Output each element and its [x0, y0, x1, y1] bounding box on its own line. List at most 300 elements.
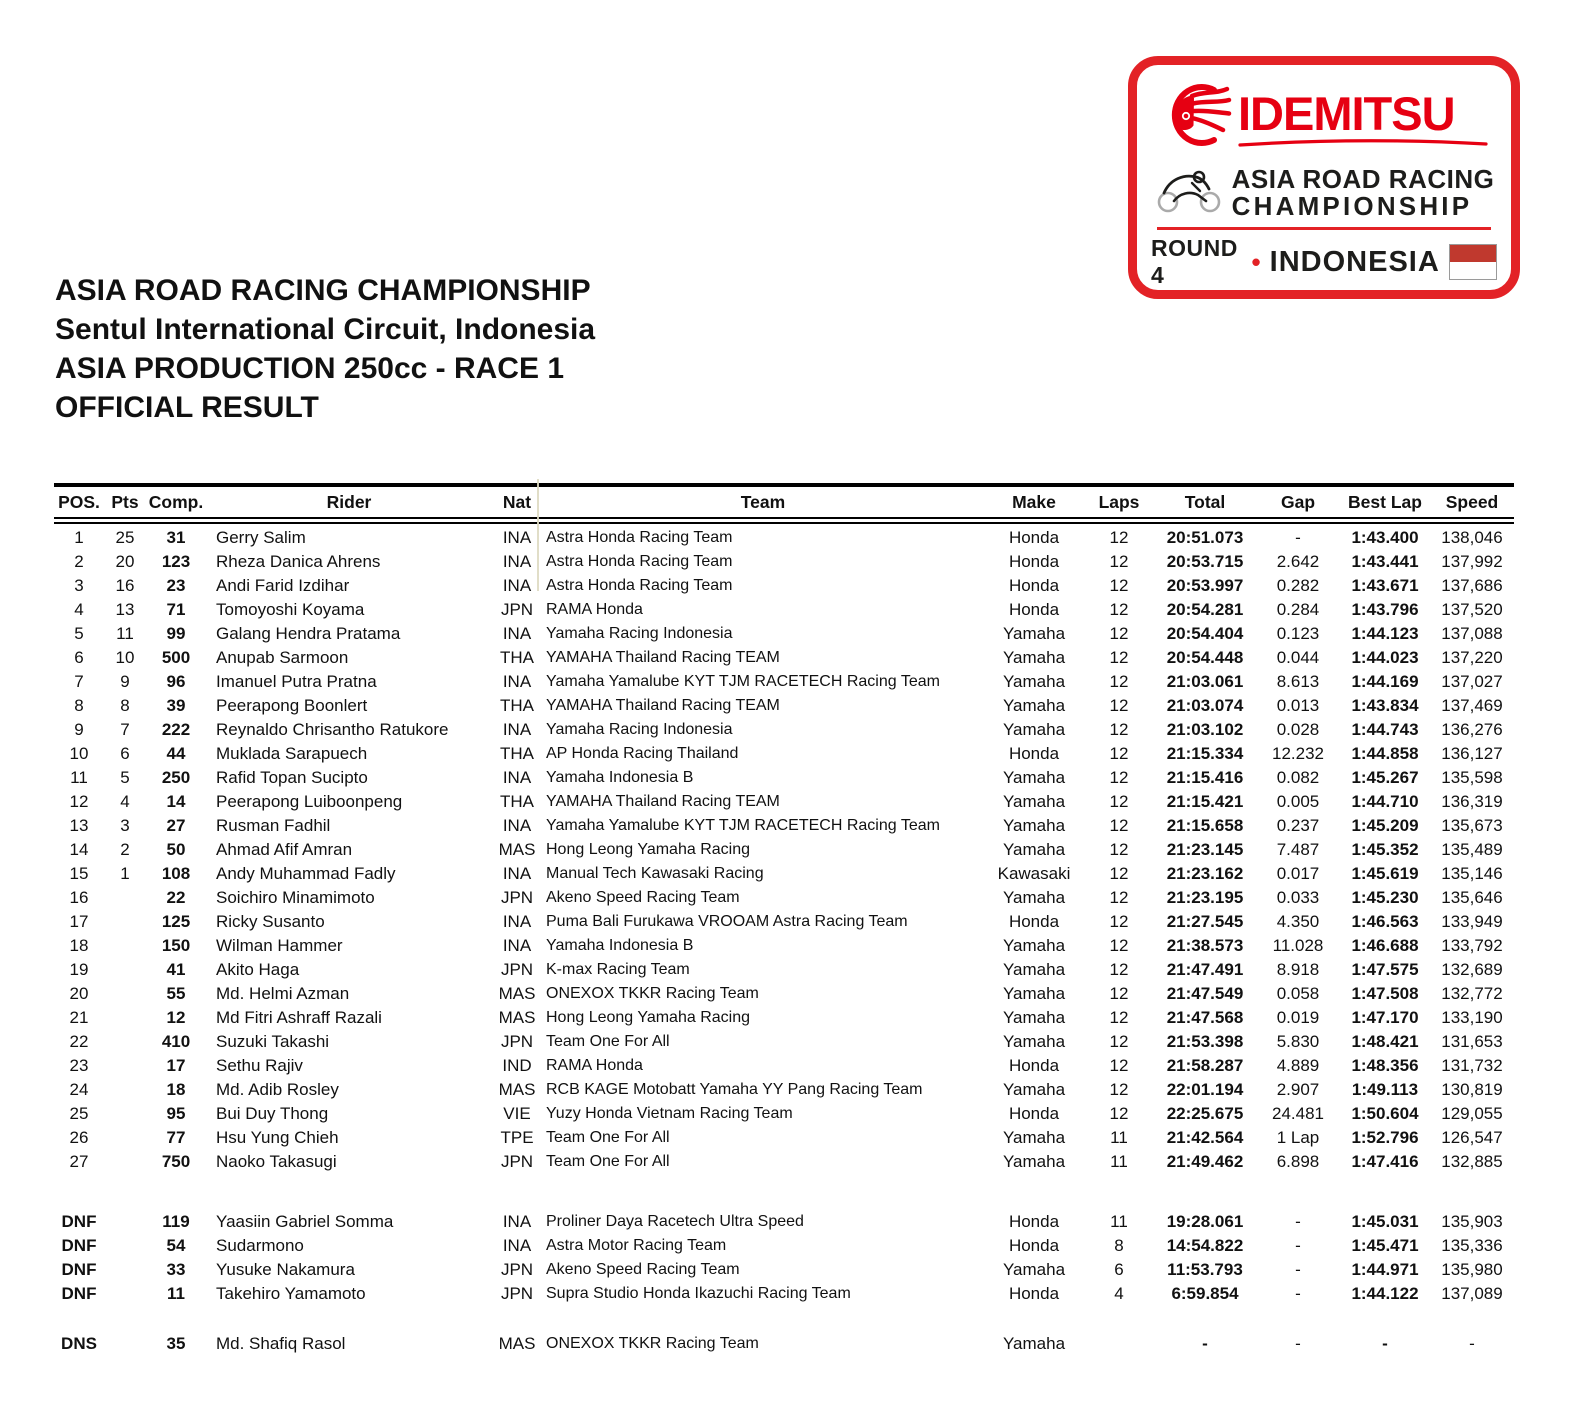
cell-rider: Galang Hendra Pratama [216, 624, 401, 643]
cell-comp: 222 [161, 720, 191, 739]
cell-comp: 22 [166, 888, 186, 907]
cell-pos: DNS [61, 1334, 97, 1353]
cell-speed: 135,146 [1441, 864, 1503, 883]
cell-pos: 20 [69, 984, 89, 1003]
cell-make: Honda [1008, 1236, 1060, 1255]
cell-laps: 12 [1109, 720, 1129, 739]
cell-bestlap: 1:45.267 [1351, 768, 1419, 787]
cell-speed: 131,732 [1441, 1056, 1503, 1075]
cell-speed: 135,980 [1441, 1260, 1503, 1279]
cell-gap: 11.028 [1272, 936, 1324, 955]
cell-total: 21:27.545 [1166, 912, 1244, 931]
cell-comp: 77 [166, 1128, 186, 1147]
cell-speed: 137,027 [1441, 672, 1503, 691]
cell-speed: 135,598 [1441, 768, 1503, 787]
cell-team: RAMA Honda [546, 1057, 643, 1074]
cell-comp: 50 [166, 840, 186, 859]
race-class-title: ASIA PRODUCTION 250cc - RACE 1 [55, 352, 565, 385]
cell-total: 21:47.568 [1166, 1008, 1244, 1027]
cell-pos: 13 [69, 816, 89, 835]
cell-laps: 12 [1109, 1080, 1129, 1099]
cell-comp: 18 [166, 1080, 186, 1099]
table-row [54, 550, 1514, 574]
cell-speed: 137,088 [1441, 624, 1503, 643]
cell-comp: 55 [166, 984, 186, 1003]
cell-bestlap: 1:52.796 [1351, 1128, 1419, 1147]
cell-laps: 12 [1109, 912, 1129, 931]
table-row [54, 670, 1514, 694]
cell-team: Supra Studio Honda Ikazuchi Racing Team [546, 1285, 851, 1302]
cell-rider: Bui Duy Thong [216, 1104, 329, 1123]
cell-bestlap: 1:45.352 [1351, 840, 1419, 859]
circuit-subtitle: Sentul International Circuit, Indonesia [55, 313, 596, 346]
cell-bestlap: 1:47.575 [1351, 960, 1419, 979]
cell-rider: Sudarmono [216, 1236, 304, 1255]
col-header-laps: Laps [1098, 492, 1140, 512]
table-row [54, 958, 1514, 982]
table-row [54, 1126, 1514, 1150]
cell-speed: 137,469 [1441, 696, 1503, 715]
cell-pos: 7 [74, 672, 84, 691]
cell-laps: 12 [1109, 816, 1129, 835]
cell-make: Honda [1008, 1212, 1060, 1231]
table-row [54, 718, 1514, 742]
table-header-rule [54, 517, 1514, 524]
cell-bestlap: 1:43.400 [1351, 528, 1419, 547]
cell-rider: Hsu Yung Chieh [216, 1128, 339, 1147]
cell-make: Yamaha [1002, 840, 1066, 859]
cell-gap: 0.019 [1276, 1008, 1320, 1027]
cell-bestlap: 1:44.023 [1351, 648, 1419, 667]
cell-make: Yamaha [1002, 960, 1066, 979]
cell-pts: 5 [120, 768, 130, 787]
cell-pts: 11 [116, 624, 134, 643]
table-row [54, 1258, 1514, 1282]
cell-speed: 137,220 [1441, 648, 1503, 667]
col-header-bestlap: Best Lap [1348, 492, 1422, 512]
motorcycle-icon [1154, 165, 1224, 220]
cell-nat: JPN [500, 888, 534, 907]
cell-total: 21:23.145 [1166, 840, 1244, 859]
col-header-pts: Pts [111, 492, 139, 512]
cell-bestlap: 1:45.471 [1351, 1236, 1419, 1255]
cell-team: RCB KAGE Motobatt Yamaha YY Pang Racing Team [546, 1081, 923, 1098]
cell-comp: 108 [161, 864, 191, 883]
cell-pts: 1 [120, 864, 130, 883]
round-banner [1151, 235, 1497, 289]
cell-nat: MAS [498, 1080, 536, 1099]
cell-make: Yamaha [1002, 1008, 1066, 1027]
cell-gap: 2.907 [1276, 1080, 1320, 1099]
cell-speed: 136,276 [1441, 720, 1503, 739]
table-row [54, 886, 1514, 910]
cell-pos: 26 [69, 1128, 89, 1147]
cell-team: Yamaha Indonesia B [546, 937, 694, 954]
cell-gap: 24.481 [1272, 1104, 1324, 1123]
cell-team: Astra Honda Racing Team [546, 529, 733, 546]
cell-pos: 15 [69, 864, 89, 883]
cell-laps: 12 [1109, 1032, 1129, 1051]
cell-nat: TPE [500, 1128, 534, 1147]
cell-team: YAMAHA Thailand Racing TEAM [546, 649, 780, 666]
cell-bestlap: 1:45.209 [1351, 816, 1419, 835]
cell-bestlap: 1:44.169 [1351, 672, 1419, 691]
cell-pos: 22 [69, 1032, 89, 1051]
col-header-make: Make [1012, 492, 1056, 512]
cell-nat: VIE [503, 1104, 531, 1123]
cell-speed: 136,319 [1441, 792, 1503, 811]
cell-comp: 99 [166, 624, 186, 643]
cell-total: 20:54.404 [1166, 624, 1244, 643]
col-header-total: Total [1184, 492, 1226, 512]
cell-team: Manual Tech Kawasaki Racing [546, 865, 764, 882]
col-header-pos: POS. [58, 492, 100, 512]
cell-comp: 150 [161, 936, 191, 955]
cell-pos: 24 [69, 1080, 89, 1099]
cell-make: Yamaha [1002, 1128, 1066, 1147]
logo-divider-bottom [1157, 295, 1491, 298]
cell-rider: Md. Shafiq Rasol [216, 1334, 346, 1353]
table-row [54, 1332, 1514, 1356]
cell-gap: - [1295, 1260, 1301, 1279]
cell-gap: 0.237 [1276, 816, 1320, 835]
cell-gap: - [1295, 528, 1301, 547]
cell-team: Yamaha Indonesia B [546, 769, 694, 786]
cell-total: 21:23.162 [1166, 864, 1244, 883]
cell-nat: JPN [500, 1260, 534, 1279]
cell-comp: 119 [162, 1212, 190, 1231]
cell-laps: 12 [1109, 648, 1129, 667]
cell-total: 21:47.491 [1166, 960, 1244, 979]
idemitsu-logo [1151, 75, 1497, 161]
cell-total: 20:54.448 [1166, 648, 1244, 667]
cell-pos: 16 [69, 888, 89, 907]
cell-pts: 4 [120, 792, 130, 811]
table-row [54, 1006, 1514, 1030]
cell-pos: 27 [69, 1152, 89, 1171]
cell-pos: 12 [69, 792, 89, 811]
cell-make: Yamaha [1002, 792, 1066, 811]
cell-team: Hong Leong Yamaha Racing [546, 1009, 750, 1026]
table-row [54, 862, 1514, 886]
cell-speed: 133,190 [1441, 1008, 1503, 1027]
cell-team: K-max Racing Team [546, 961, 690, 978]
cell-pos: 5 [74, 624, 84, 643]
cell-make: Honda [1008, 552, 1060, 571]
cell-make: Yamaha [1002, 768, 1066, 787]
cell-total: 21:03.061 [1166, 672, 1244, 691]
cell-speed: 135,673 [1441, 816, 1503, 835]
cell-bestlap: 1:44.710 [1351, 792, 1419, 811]
round-separator-dot: • [1251, 247, 1261, 277]
cell-bestlap: 1:46.563 [1351, 912, 1419, 931]
cell-make: Honda [1008, 1284, 1060, 1303]
cell-pos: 21 [69, 1008, 89, 1027]
cell-team: Team One For All [546, 1153, 670, 1170]
cell-rider: Peerapong Boonlert [216, 696, 368, 715]
cell-bestlap: - [1382, 1334, 1388, 1353]
cell-pos: 8 [74, 696, 84, 715]
cell-bestlap: 1:48.356 [1351, 1056, 1419, 1075]
cell-team: YAMAHA Thailand Racing TEAM [546, 697, 780, 714]
cell-speed: 137,520 [1441, 600, 1503, 619]
table-row [54, 1150, 1514, 1174]
col-header-nat: Nat [502, 492, 532, 512]
cell-total: 20:51.073 [1166, 528, 1244, 547]
cell-nat: MAS [498, 984, 536, 1003]
cell-pts: 10 [115, 648, 135, 667]
cell-bestlap: 1:44.858 [1351, 744, 1419, 763]
cell-team: AP Honda Racing Thailand [546, 745, 739, 762]
cell-pos: 9 [74, 720, 84, 739]
arrc-logo [1151, 165, 1497, 220]
cell-team: Akeno Speed Racing Team [546, 889, 740, 906]
cell-total: 21:47.549 [1166, 984, 1244, 1003]
cell-gap: 0.123 [1276, 624, 1320, 643]
cell-bestlap: 1:45.619 [1351, 864, 1419, 883]
cell-laps: 12 [1109, 696, 1129, 715]
championship-title: ASIA ROAD RACING CHAMPIONSHIP [55, 274, 591, 307]
table-row [54, 1234, 1514, 1258]
cell-make: Yamaha [1002, 672, 1066, 691]
cell-team: Astra Honda Racing Team [546, 577, 733, 594]
cell-total: 20:53.715 [1166, 552, 1244, 571]
cell-bestlap: 1:45.230 [1351, 888, 1419, 907]
cell-speed: - [1469, 1334, 1475, 1353]
cell-pos: 14 [69, 840, 89, 859]
cell-team: Proliner Daya Racetech Ultra Speed [546, 1213, 804, 1230]
cell-rider: Rafid Topan Sucipto [216, 768, 368, 787]
cell-gap: 5.830 [1276, 1032, 1320, 1051]
results-table [54, 483, 1514, 1356]
cell-make: Yamaha [1002, 624, 1066, 643]
dnf-body [54, 1210, 1514, 1306]
table-row [54, 646, 1514, 670]
cell-laps: 12 [1109, 624, 1129, 643]
cell-total: 21:15.416 [1166, 768, 1244, 787]
cell-team: Yamaha Yamalube KYT TJM RACETECH Racing Team [546, 673, 940, 690]
cell-gap: 1 Lap [1276, 1128, 1320, 1147]
cell-bestlap: 1:47.416 [1351, 1152, 1419, 1171]
cell-comp: 41 [166, 960, 186, 979]
cell-bestlap: 1:43.441 [1351, 552, 1419, 571]
cell-pts: 2 [120, 840, 130, 859]
cell-laps: 4 [1114, 1284, 1124, 1303]
cell-speed: 133,949 [1441, 912, 1503, 931]
cell-pos: 4 [74, 600, 84, 619]
cell-nat: INA [502, 864, 532, 883]
cell-comp: 14 [166, 792, 186, 811]
cell-nat: INA [502, 576, 532, 595]
arrc-title-line1: ASIA ROAD RACING [1231, 163, 1495, 194]
cell-make: Yamaha [1002, 888, 1066, 907]
table-row [54, 1102, 1514, 1126]
cell-team: Astra Motor Racing Team [546, 1237, 727, 1254]
table-row [54, 1282, 1514, 1306]
cell-total: 11:53.793 [1167, 1260, 1243, 1279]
cell-nat: INA [502, 552, 532, 571]
cell-gap: - [1295, 1284, 1301, 1303]
cell-laps: 11 [1110, 1152, 1128, 1171]
cell-bestlap: 1:47.508 [1351, 984, 1419, 1003]
event-logo-box [1128, 56, 1520, 299]
cell-make: Honda [1008, 600, 1060, 619]
cell-pos: DNF [61, 1212, 97, 1231]
col-header-team: Team [740, 492, 786, 512]
cell-nat: THA [500, 696, 534, 715]
indonesia-flag-icon [1449, 244, 1497, 280]
cell-rider: Takehiro Yamamoto [216, 1284, 366, 1303]
cell-make: Honda [1008, 528, 1060, 547]
cell-pos: 2 [74, 552, 84, 571]
cell-rider: Imanuel Putra Pratna [216, 672, 377, 691]
cell-comp: 250 [161, 768, 191, 787]
cell-nat: MAS [498, 1334, 536, 1353]
cell-total: 21:15.658 [1166, 816, 1244, 835]
cell-pos: 17 [69, 912, 89, 931]
cell-team: Yamaha Racing Indonesia [546, 721, 733, 738]
cell-pos: DNF [61, 1260, 97, 1279]
cell-laps: 12 [1109, 864, 1129, 883]
cell-rider: Akito Haga [216, 960, 300, 979]
cell-speed: 137,089 [1441, 1284, 1503, 1303]
cell-comp: 39 [166, 696, 186, 715]
cell-speed: 129,055 [1441, 1104, 1503, 1123]
cell-comp: 23 [166, 576, 186, 595]
cell-bestlap: 1:47.170 [1351, 1008, 1419, 1027]
cell-gap: 0.017 [1276, 864, 1320, 883]
cell-total: 21:49.462 [1166, 1152, 1244, 1171]
cell-gap: 4.350 [1276, 912, 1320, 931]
cell-nat: IND [502, 1056, 532, 1075]
cell-speed: 126,547 [1441, 1128, 1503, 1147]
cell-speed: 131,653 [1441, 1032, 1503, 1051]
cell-make: Yamaha [1002, 720, 1066, 739]
cell-total: 20:54.281 [1166, 600, 1244, 619]
cell-pos: 19 [69, 960, 89, 979]
cell-laps: 11 [1110, 1128, 1128, 1147]
cell-gap: 8.613 [1276, 672, 1320, 691]
cell-make: Yamaha [1002, 1260, 1066, 1279]
table-row [54, 598, 1514, 622]
cell-team: Team One For All [546, 1129, 670, 1146]
cell-pos: DNF [61, 1284, 97, 1303]
cell-rider: Md. Helmi Azman [216, 984, 350, 1003]
cell-make: Yamaha [1002, 1080, 1066, 1099]
cell-make: Honda [1008, 744, 1060, 763]
cell-pos: 23 [69, 1056, 89, 1075]
cell-pts: 20 [115, 552, 135, 571]
cell-comp: 31 [166, 528, 186, 547]
results-body [54, 526, 1514, 1174]
cell-make: Honda [1008, 912, 1060, 931]
cell-gap: 0.058 [1276, 984, 1320, 1003]
table-row [54, 1030, 1514, 1054]
cell-rider: Ricky Susanto [216, 912, 325, 931]
cell-make: Yamaha [1002, 1334, 1066, 1353]
cell-laps: 12 [1109, 768, 1129, 787]
cell-total: 21:03.074 [1166, 696, 1244, 715]
table-row [54, 1078, 1514, 1102]
cell-total: 21:23.195 [1166, 888, 1244, 907]
cell-speed: 135,646 [1441, 888, 1503, 907]
cell-gap: 2.642 [1276, 552, 1320, 571]
cell-make: Honda [1008, 1104, 1060, 1123]
table-row [54, 1054, 1514, 1078]
cell-gap: - [1295, 1334, 1301, 1353]
cell-total: 6:59.854 [1171, 1284, 1239, 1303]
cell-laps: 12 [1109, 600, 1129, 619]
cell-nat: INA [502, 912, 532, 931]
cell-make: Honda [1008, 1056, 1060, 1075]
cell-speed: 136,127 [1441, 744, 1503, 763]
cell-bestlap: 1:43.796 [1351, 600, 1419, 619]
cell-bestlap: 1:43.671 [1351, 576, 1419, 595]
cell-gap: 0.082 [1276, 768, 1320, 787]
cell-bestlap: 1:44.122 [1351, 1284, 1419, 1303]
cell-bestlap: 1:43.834 [1351, 696, 1419, 715]
cell-comp: 125 [161, 912, 191, 931]
cell-speed: 135,489 [1441, 840, 1503, 859]
cell-pts: 6 [120, 744, 130, 763]
round-location: INDONESIA [1269, 245, 1440, 278]
dns-body [54, 1332, 1514, 1356]
cell-rider: Muklada Sarapuech [216, 744, 368, 763]
cell-bestlap: 1:46.688 [1351, 936, 1419, 955]
table-row [54, 766, 1514, 790]
cell-rider: Yusuke Nakamura [216, 1260, 355, 1279]
cell-laps: 12 [1109, 528, 1129, 547]
cell-nat: INA [502, 1212, 532, 1231]
cell-pos: 6 [74, 648, 84, 667]
cell-make: Yamaha [1002, 1152, 1066, 1171]
cell-laps: 12 [1109, 552, 1129, 571]
cell-rider: Tomoyoshi Koyama [216, 600, 365, 619]
cell-gap: 0.284 [1276, 600, 1320, 619]
cell-total: 21:58.287 [1166, 1056, 1244, 1075]
cell-rider: Yaasiin Gabriel Somma [216, 1212, 394, 1231]
cell-laps: 12 [1109, 888, 1129, 907]
cell-total: 22:01.194 [1166, 1080, 1244, 1099]
cell-comp: 95 [166, 1104, 186, 1123]
cell-laps: 6 [1114, 1260, 1124, 1279]
cell-bestlap: 1:45.031 [1351, 1212, 1419, 1231]
cell-make: Yamaha [1002, 648, 1066, 667]
table-row [54, 982, 1514, 1006]
cell-make: Yamaha [1002, 816, 1066, 835]
arrc-title-line2: CHAMPIONSHIP [1231, 190, 1473, 221]
cell-comp: 500 [161, 648, 191, 667]
cell-speed: 132,689 [1441, 960, 1503, 979]
cell-total: 21:15.421 [1166, 792, 1244, 811]
cell-bestlap: 1:50.604 [1351, 1104, 1419, 1123]
cell-laps: 12 [1109, 792, 1129, 811]
cell-comp: 71 [166, 600, 186, 619]
cell-laps: 12 [1109, 1104, 1129, 1123]
col-header-comp: Comp. [148, 492, 204, 512]
cell-laps: 12 [1109, 840, 1129, 859]
cell-pts: 9 [120, 672, 130, 691]
cell-total: 21:15.334 [1166, 744, 1244, 763]
cell-gap: - [1295, 1236, 1301, 1255]
cell-total: 20:53.997 [1166, 576, 1244, 595]
cell-team: Puma Bali Furukawa VROOAM Astra Racing Team [546, 913, 908, 930]
cell-rider: Reynaldo Chrisantho Ratukore [216, 720, 449, 739]
table-row [54, 838, 1514, 862]
cell-speed: 132,885 [1441, 1152, 1503, 1171]
cell-total: 22:25.675 [1166, 1104, 1244, 1123]
cell-total: 21:03.102 [1166, 720, 1244, 739]
